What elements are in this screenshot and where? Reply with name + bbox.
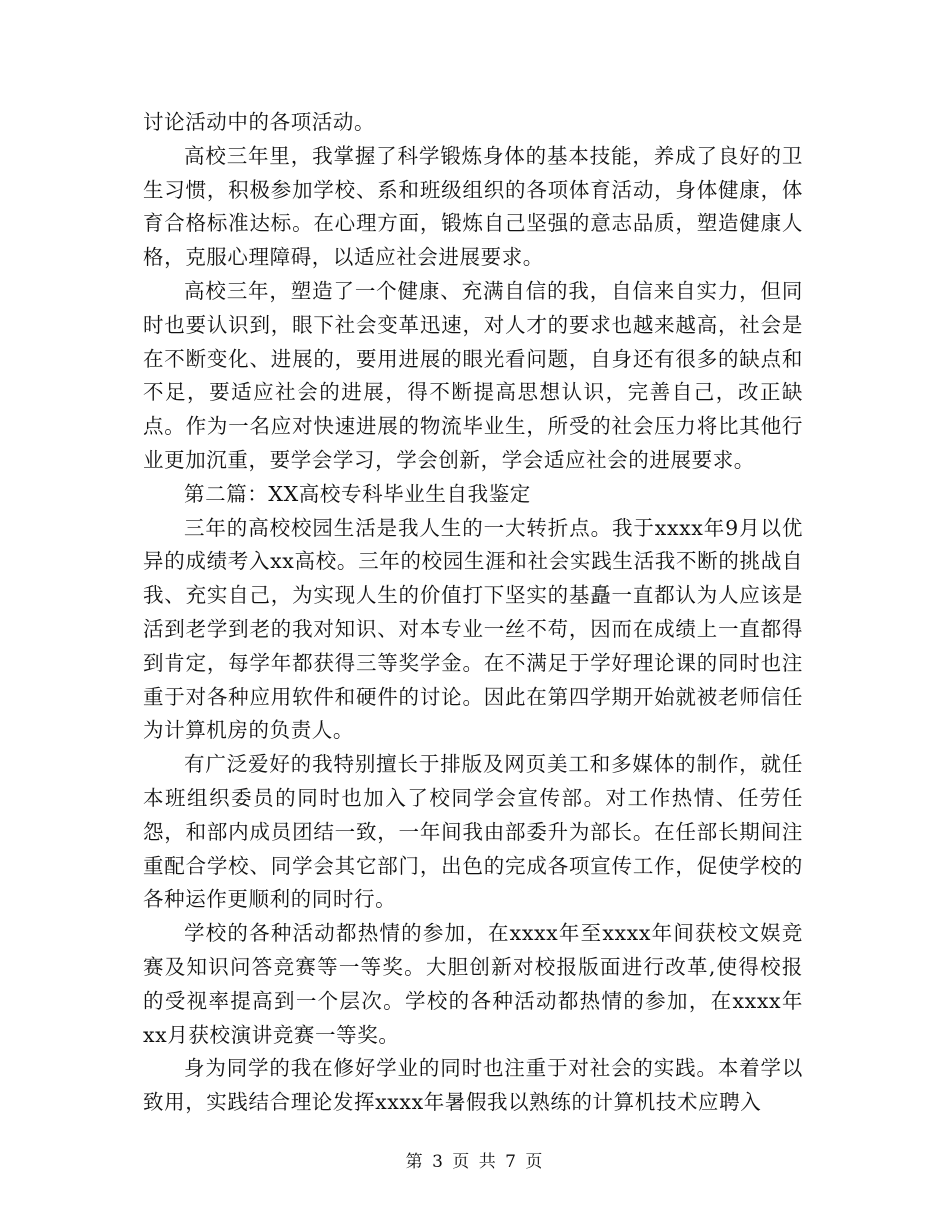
paragraph-hobbies: 有广泛爱好的我特别擅长于排版及网页美工和多媒体的制作，就任本班组织委员的同时也加入了校同学会宣传部。对工作热情、任劳任怨，和部内成员团结一致，一年间我由部委升为部长。在任部长期间注重配合学校、同学会其它部门，出色的完成各项宣传工作，促使学校的各种运作更顺利的同时行。 [143,752,803,912]
paragraph-continuation: 讨论活动中的各项活动。 [143,110,376,134]
paragraph-activities: 学校的各种活动都热情的参加，在xxxx年至xxxx年间获校文娱竞赛及知识问答竞赛等一等奖。大胆创新对校报版面进行改革,使得校报的受视率提高到一个层次。学校的各种活动都热情的参加，在xxxx年xx月获校演讲竞赛一等奖。 [143,921,803,1047]
section-heading: 第二篇：XX高校专科毕业生自我鉴定 [184,481,531,506]
paragraph-self-confidence: 高校三年，塑造了一个健康、充满自信的我，自信来自实力，但同时也要认识到，眼下社会变革迅速，对人才的要求也越来越高，社会是在不断变化、进展的，要用进展的眼光看问题，自身还有很多的缺点和不足，要适应社会的进展，得不断提高思想认识，完善自己，改正缺点。作为一名应对快速进展的物流毕业生，所受的社会压力将比其他行业更加沉重，要学会学习，学会创新，学会适应社会的进展要求。 [143,278,803,472]
paragraph-campus-life: 三年的高校校园生活是我人生的一大转折点。我于xxxx年9月以优异的成绩考入xx高校。三年的校园生涯和社会实践生活我不断的挑战自我、充实自己，为实现人生的价值打下坚实的基矗一直都认为人应该是活到老学到老的我对知识、对本专业一丝不苟，因而在成绩上一直都得到肯定，每学年都获得三等奖学金。在不满足于学好理论课的同时也注重于对各种应用软件和硬件的讨论。因此在第四学期开始就被老师信任为计算机房的负责人。 [143,515,803,743]
paragraph-physical-health: 高校三年里，我掌握了科学锻炼身体的基本技能，养成了良好的卫生习惯，积极参加学校、系和班级组织的各项体育活动，身体健康，体育合格标准达标。在心理方面，锻炼自己坚强的意志品质，塑造健康人格，克服心理障碍，以适应社会进展要求。 [143,143,803,270]
paragraph-social-practice: 身为同学的我在修好学业的同时也注重于对社会的实践。本着学以致用，实践结合理论发挥xxxx年暑假我以熟练的计算机技术应聘入 [143,1056,803,1115]
page-number-footer: 第 3 页 共 7 页 [405,1152,545,1172]
document-body [143,106,803,1120]
